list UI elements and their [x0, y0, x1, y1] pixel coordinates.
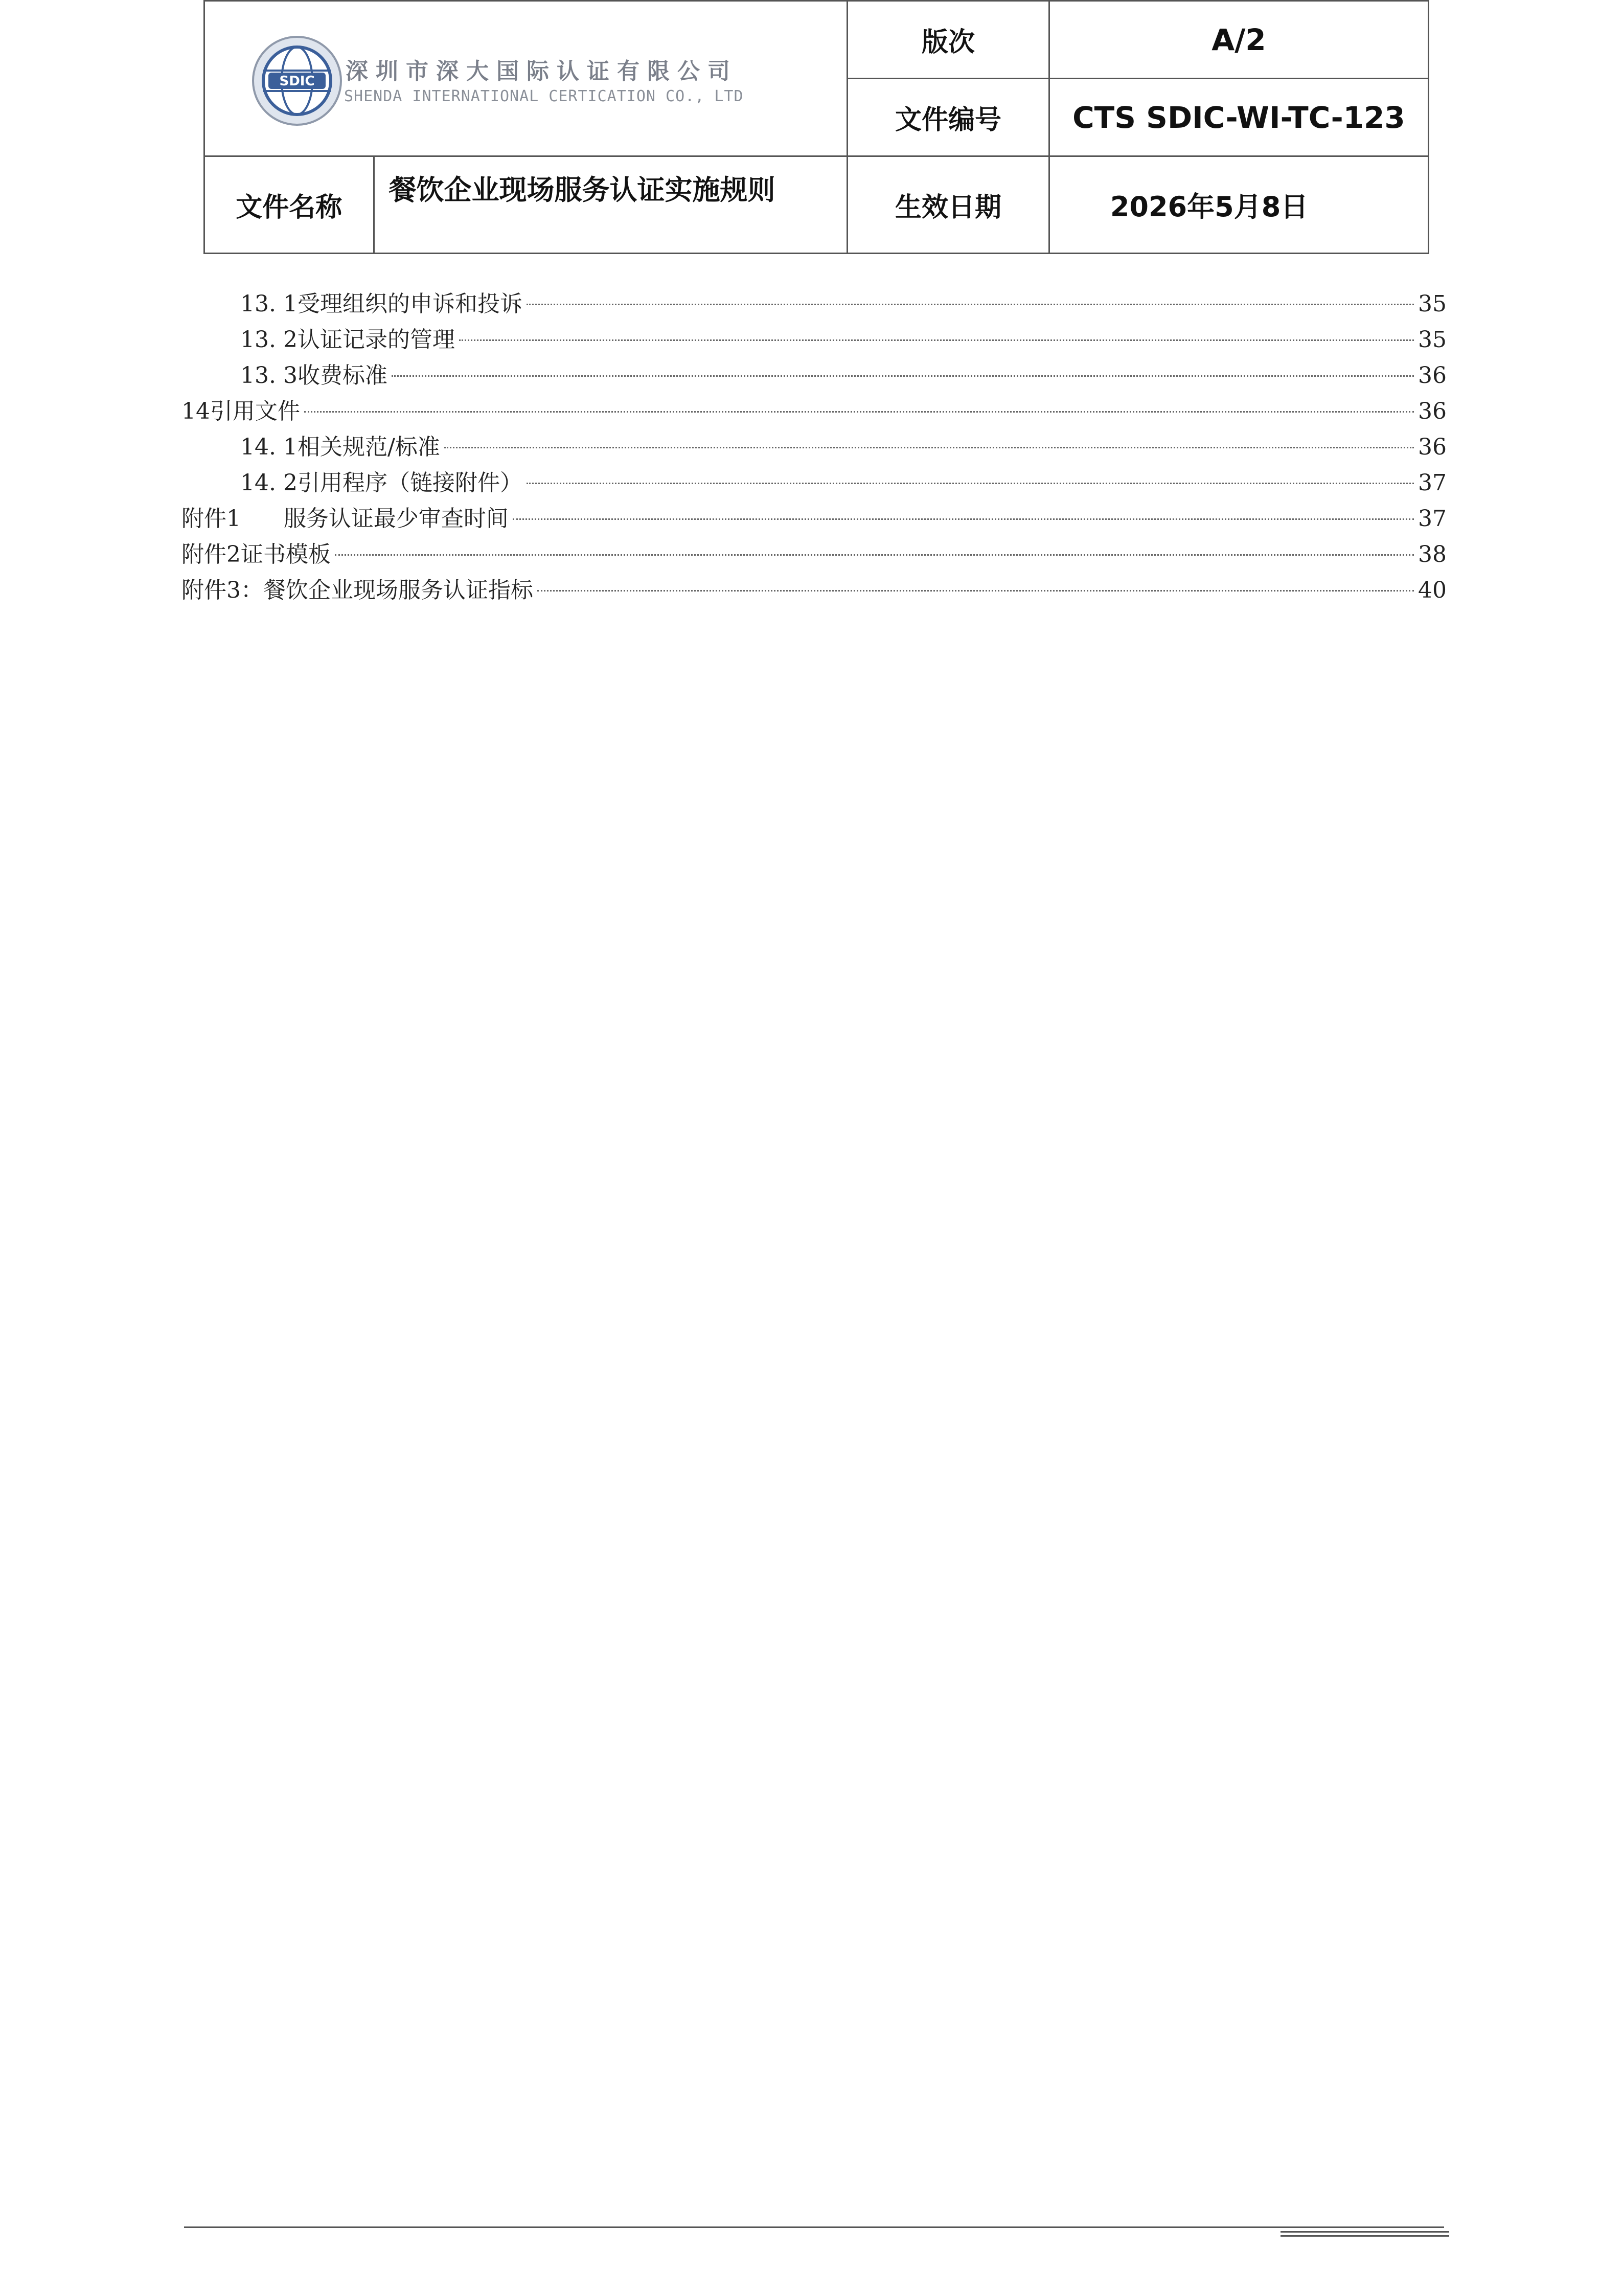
- toc-entry[interactable]: [181, 573, 1447, 608]
- svg-text:SDIC: SDIC: [279, 74, 315, 89]
- company-logo: [251, 35, 343, 129]
- toc-leader-dots: [392, 375, 1414, 377]
- toc-entry[interactable]: [181, 358, 1447, 394]
- doc-name-value: 餐饮企业现场服务认证实施规则: [374, 156, 848, 254]
- toc-leader-dots: [459, 339, 1414, 341]
- toc-entry-title: 附件2证书模板: [181, 541, 331, 567]
- globe-emblem-icon: [251, 35, 343, 127]
- toc-entry-title: 14引用文件: [181, 398, 300, 424]
- toc-entry-title: 14. 1相关规范/标准: [240, 434, 440, 460]
- toc-entry-title: 13. 3收费标准: [240, 362, 387, 389]
- toc-leader-dots: [444, 447, 1414, 448]
- toc-entry-title: 附件3：餐饮企业现场服务认证指标: [181, 577, 533, 603]
- effective-date-label: 生效日期: [848, 156, 1049, 254]
- toc-entry[interactable]: [181, 286, 1447, 322]
- toc-entry-title: 14. 2引用程序（链接附件）: [240, 470, 522, 496]
- edition-label: 版次: [848, 1, 1049, 79]
- toc-entry-title: 13. 1受理组织的申诉和投诉: [240, 291, 522, 317]
- toc-leader-dots: [537, 590, 1414, 592]
- toc-entry[interactable]: [181, 322, 1447, 358]
- toc-entry-page: 38: [1418, 541, 1447, 567]
- toc-entry-page: 36: [1418, 434, 1447, 460]
- toc-leader-dots: [527, 483, 1414, 484]
- toc-leader-dots: [513, 518, 1414, 520]
- company-name-en: SHENDA INTERNATIONAL CERTICATION CO., LTD: [344, 87, 744, 105]
- toc-entry[interactable]: [181, 537, 1447, 573]
- toc-leader-dots: [304, 411, 1414, 413]
- toc-entry[interactable]: [181, 394, 1447, 429]
- effective-date-value: 2026年5月8日: [1049, 156, 1428, 254]
- toc-entry-page: 36: [1418, 362, 1447, 389]
- edition-value: A/2: [1049, 1, 1428, 79]
- toc-entry-page: 36: [1418, 398, 1447, 424]
- doc-number-value: CTS SDIC-WI-TC-123: [1049, 79, 1428, 156]
- toc-entry[interactable]: [181, 429, 1447, 465]
- toc-entry-title: 附件1 服务认证最少审查时间: [181, 506, 509, 532]
- document-header-table: [203, 0, 1429, 254]
- toc-entry-page: 40: [1418, 577, 1447, 603]
- toc-entry-page: 35: [1418, 327, 1447, 353]
- doc-number-label: 文件编号: [848, 79, 1049, 156]
- toc-leader-dots: [335, 554, 1414, 556]
- doc-name-label: 文件名称: [204, 156, 374, 254]
- toc-entry[interactable]: [181, 465, 1447, 501]
- toc-entry[interactable]: [181, 501, 1447, 537]
- toc-entry-title: 13. 2认证记录的管理: [240, 327, 455, 353]
- company-name-cn: 深圳市深大国际认证有限公司: [346, 58, 738, 84]
- footer-mark: [1281, 2235, 1449, 2237]
- toc-entry-page: 35: [1418, 291, 1447, 317]
- toc-entry-page: 37: [1418, 506, 1447, 532]
- toc-leader-dots: [527, 304, 1414, 305]
- footer-mark: [1281, 2231, 1449, 2233]
- table-of-contents: [181, 286, 1447, 608]
- toc-entry-page: 37: [1418, 470, 1447, 496]
- logo-cell: [204, 1, 848, 156]
- footer-divider: [184, 2226, 1444, 2228]
